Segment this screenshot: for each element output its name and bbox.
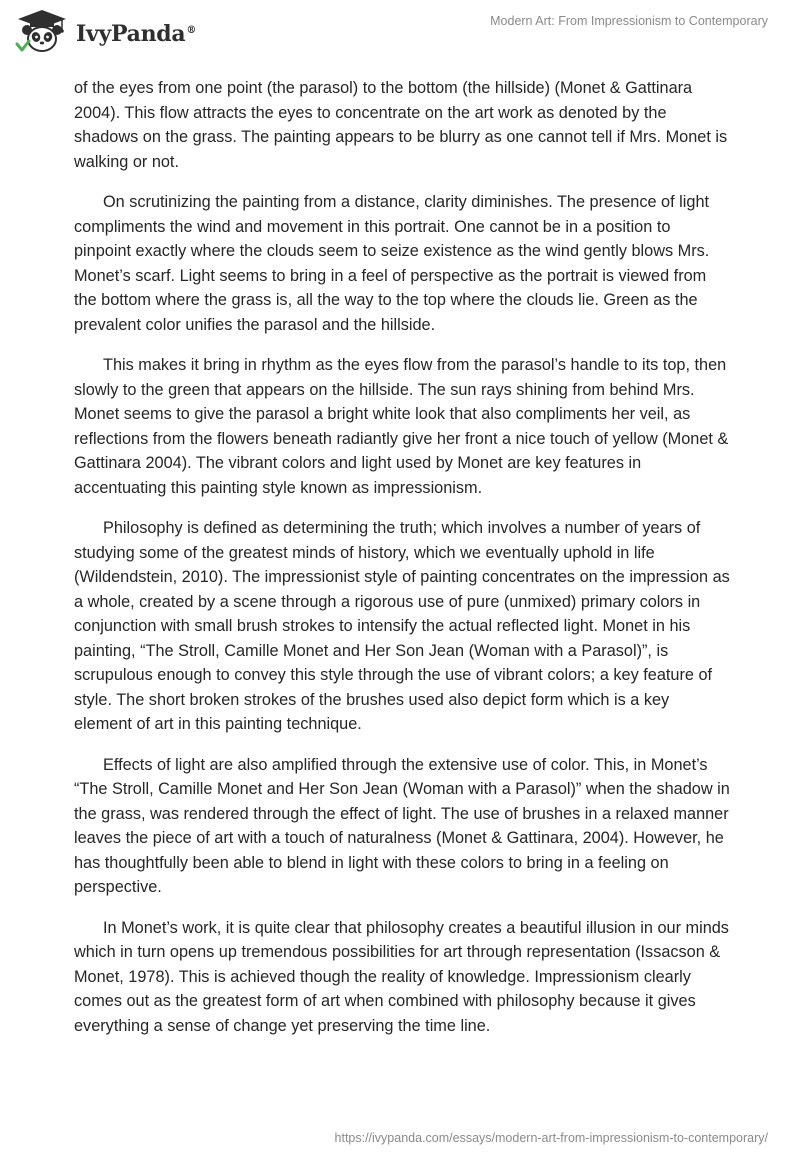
paragraph: Philosophy is defined as determining the truth; which involves a number of years of studying some of the greatest minds of history, which we eventually uphold in life (Wildendstein, 2010). The impressionist style of painting concentrates on the impression as a whole, created by a scene through a rigorous use of pure (unmixed) primary colors in conjunction with small brush strokes to intensify the actual reflected light. Monet in his painting, “The Stroll, Camille Monet and Her Son Jean (Woman with a Parasol)”, is scrupulous enough to convey this style through the use of vibrant colors; a key feature of style. The short broken strokes of the brushes used also depict form which is a key element of art in this painting technique. xyxy=(74,519,730,733)
source-url[interactable]: https://ivypanda.com/essays/modern-art-from-impressionism-to-contemporary/ xyxy=(334,1131,768,1145)
brand-logo[interactable] xyxy=(14,8,196,56)
paragraph: of the eyes from one point (the parasol) to the bottom (the hillside) (Monet & Gattinara 2004). This flow attracts the eyes to concentrate on the art work as denoted by the shadows on the grass. The painting appears to be blurry as one cannot tell if Mrs. Monet is walking or not. xyxy=(74,79,728,171)
paragraph: On scrutinizing the painting from a distance, clarity diminishes. The presence of light compliments the wind and movement in this portrait. One cannot be in a position to pinpoint exactly where the clouds seem to seize existence as the wind gently blows Mrs. Monet’s scarf. Light seems to bring in a feel of perspective as the portrait is viewed from the bottom where the grass is, all the way to the top where the clouds lie. Green as the prevalent color unifies the parasol and the hillside. xyxy=(74,193,710,334)
page-header xyxy=(0,0,800,62)
brand-name: IvyPanda® xyxy=(76,21,197,47)
essay-body xyxy=(74,76,730,1054)
panda-graduate-icon xyxy=(14,8,70,56)
paragraph: This makes it bring in rhythm as the eyes flow from the parasol’s handle to its top, then slowly to the green that appears on the hillside. The sun rays shining from behind Mrs. Monet seems to give the parasol a bright white look that also compliments her veil, as reflections from the flowers beneath radiantly give her front a nice touch of yellow (Monet & Gattinara 2004). The vibrant colors and light used by Monet are key features in accentuating this painting style known as impressionism. xyxy=(74,356,729,497)
document-title: Modern Art: From Impressionism to Contemporary xyxy=(490,14,768,28)
paragraph: In Monet’s work, it is quite clear that philosophy creates a beautiful illusion in our minds which in turn opens up tremendous possibilities for art through representation (Issacson & Monet, 1978). This is achieved though the reality of knowledge. Impressionism clearly comes out as the greatest form of art when combined with philosophy because it gives everything a sense of change yet preserving the time line. xyxy=(74,918,729,1035)
paragraph: Effects of light are also amplified through the extensive use of color. This, in Monet’s “The Stroll, Camille Monet and Her Son Jean (Woman with a Parasol)” when the shadow in the grass, was rendered through the effect of light. The use of brushes in a relaxed manner leaves the piece of art with a touch of naturalness (Monet & Gattinara, 2004). However, he has thoughtfully been able to blend in light with these colors to bring in a feeling on perspective. xyxy=(74,755,730,896)
